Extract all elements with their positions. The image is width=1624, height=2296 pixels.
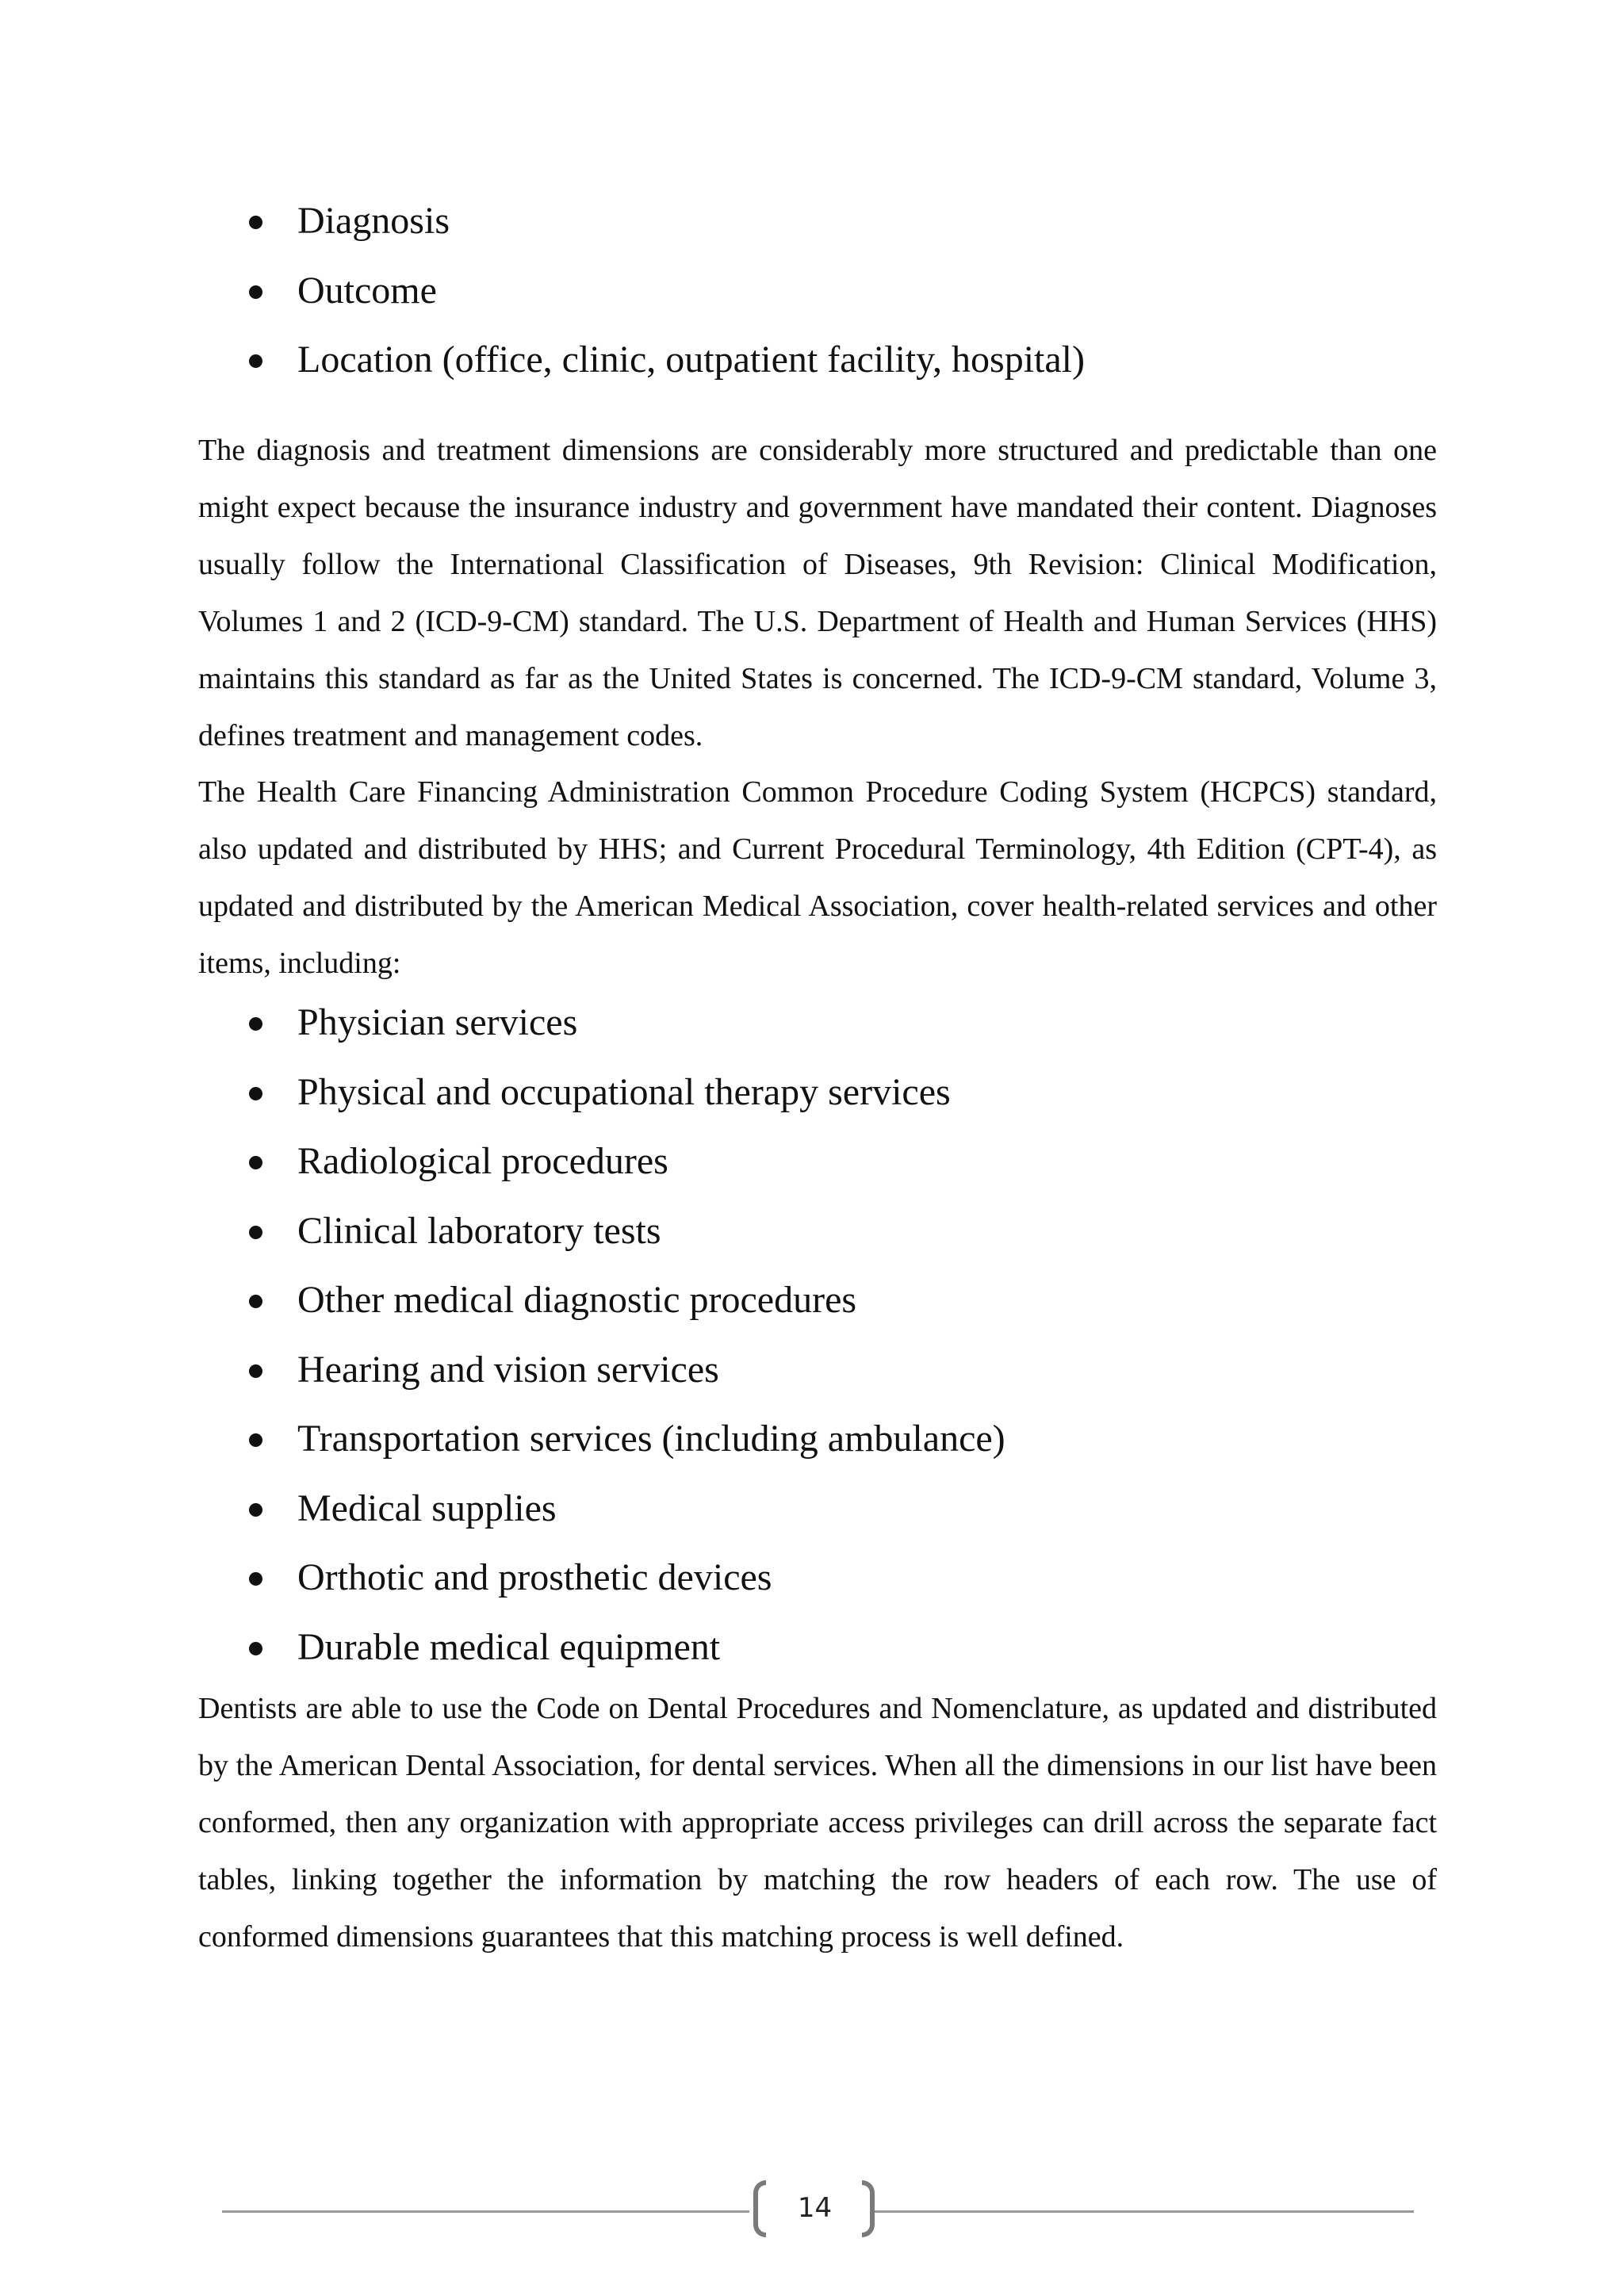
list-item xyxy=(198,1474,1467,1544)
bullet-icon xyxy=(249,1503,262,1517)
list-item-text: Clinical laboratory tests xyxy=(297,1209,661,1252)
list-item-text: Diagnosis xyxy=(297,200,450,242)
services-bullet-list xyxy=(198,988,1467,1682)
list-item xyxy=(198,1404,1467,1474)
list-item-text: Location (office, clinic, outpatient facility, hospital) xyxy=(297,339,1085,381)
list-item-text: Durable medical equipment xyxy=(297,1625,721,1668)
list-item xyxy=(198,186,1467,256)
list-item-text: Hearing and vision services xyxy=(297,1348,719,1391)
bullet-icon xyxy=(249,1642,262,1655)
paragraph-diagnosis-treatment: The diagnosis and treatment dimensions are considerably more structured and predictable than one might expect because the insurance industry and government have mandated their content. Diagnoses usually follow the International Classification of Diseases, 9th Revision: Clinical Modification, Volumes 1 and 2 (ICD-9-CM) standard. The U.S. Department of Health and Human Services (HHS) maintains this standard as far as the United States is concerned. The ICD-9-CM standard, Volume 3, defines treatment and management codes. xyxy=(198,434,1437,752)
page-number: 14 xyxy=(797,2192,833,2224)
bullet-icon xyxy=(249,216,262,229)
bullet-icon xyxy=(249,285,262,299)
list-item xyxy=(198,1265,1467,1335)
bullet-icon xyxy=(249,1433,262,1447)
list-item-text: Other medical diagnostic procedures xyxy=(297,1279,857,1321)
list-item-text: Physician services xyxy=(297,1001,578,1043)
list-item xyxy=(198,1058,1467,1127)
bullet-icon xyxy=(249,1156,262,1169)
paragraph-dentists: Dentists are able to use the Code on Dental Procedures and Nomenclature, as updated and distributed by the American Dental Association, for dental services. When all the dimensions in our list have been conformed, then any organization with appropriate access privileges can drill across the separate fact tables, linking together the information by matching the row headers of each row. The use of conformed dimensions guarantees that this matching process is well defined. xyxy=(198,1692,1437,1954)
bullet-icon xyxy=(249,354,262,368)
list-item xyxy=(198,1543,1467,1613)
list-item xyxy=(198,1196,1467,1266)
list-item xyxy=(198,256,1467,326)
bullet-icon xyxy=(249,1087,262,1100)
top-bullet-list xyxy=(198,186,1467,395)
footer-divider-right xyxy=(875,2210,1414,2213)
list-item-text: Transportation services (including ambulance) xyxy=(297,1418,1005,1460)
bullet-icon xyxy=(249,1226,262,1239)
list-item xyxy=(198,325,1467,395)
list-item-text: Radiological procedures xyxy=(297,1140,668,1182)
list-item-text: Orthotic and prosthetic devices xyxy=(297,1556,772,1598)
list-item xyxy=(198,1335,1467,1405)
bullet-icon xyxy=(249,1364,262,1378)
bullet-icon xyxy=(249,1572,262,1586)
right-bracket-icon xyxy=(862,2180,875,2237)
list-item xyxy=(198,1613,1467,1682)
list-item-text: Physical and occupational therapy services xyxy=(297,1070,951,1113)
bullet-icon xyxy=(249,1295,262,1308)
paragraph-hcpcs: The Health Care Financing Administration Common Procedure Coding System (HCPCS) standard, also updated and distributed by HHS; and Current Procedural Terminology, 4th Edition (CPT-4), as updated and distributed by the American Medical Association, cover health-related services and other items, including: xyxy=(198,775,1437,980)
list-item xyxy=(198,988,1467,1058)
list-item-text: Outcome xyxy=(297,269,437,312)
bullet-icon xyxy=(249,1017,262,1031)
list-item xyxy=(198,1127,1467,1196)
left-bracket-icon xyxy=(753,2180,766,2237)
footer-divider-left xyxy=(222,2210,749,2213)
list-item-text: Medical supplies xyxy=(297,1487,557,1529)
